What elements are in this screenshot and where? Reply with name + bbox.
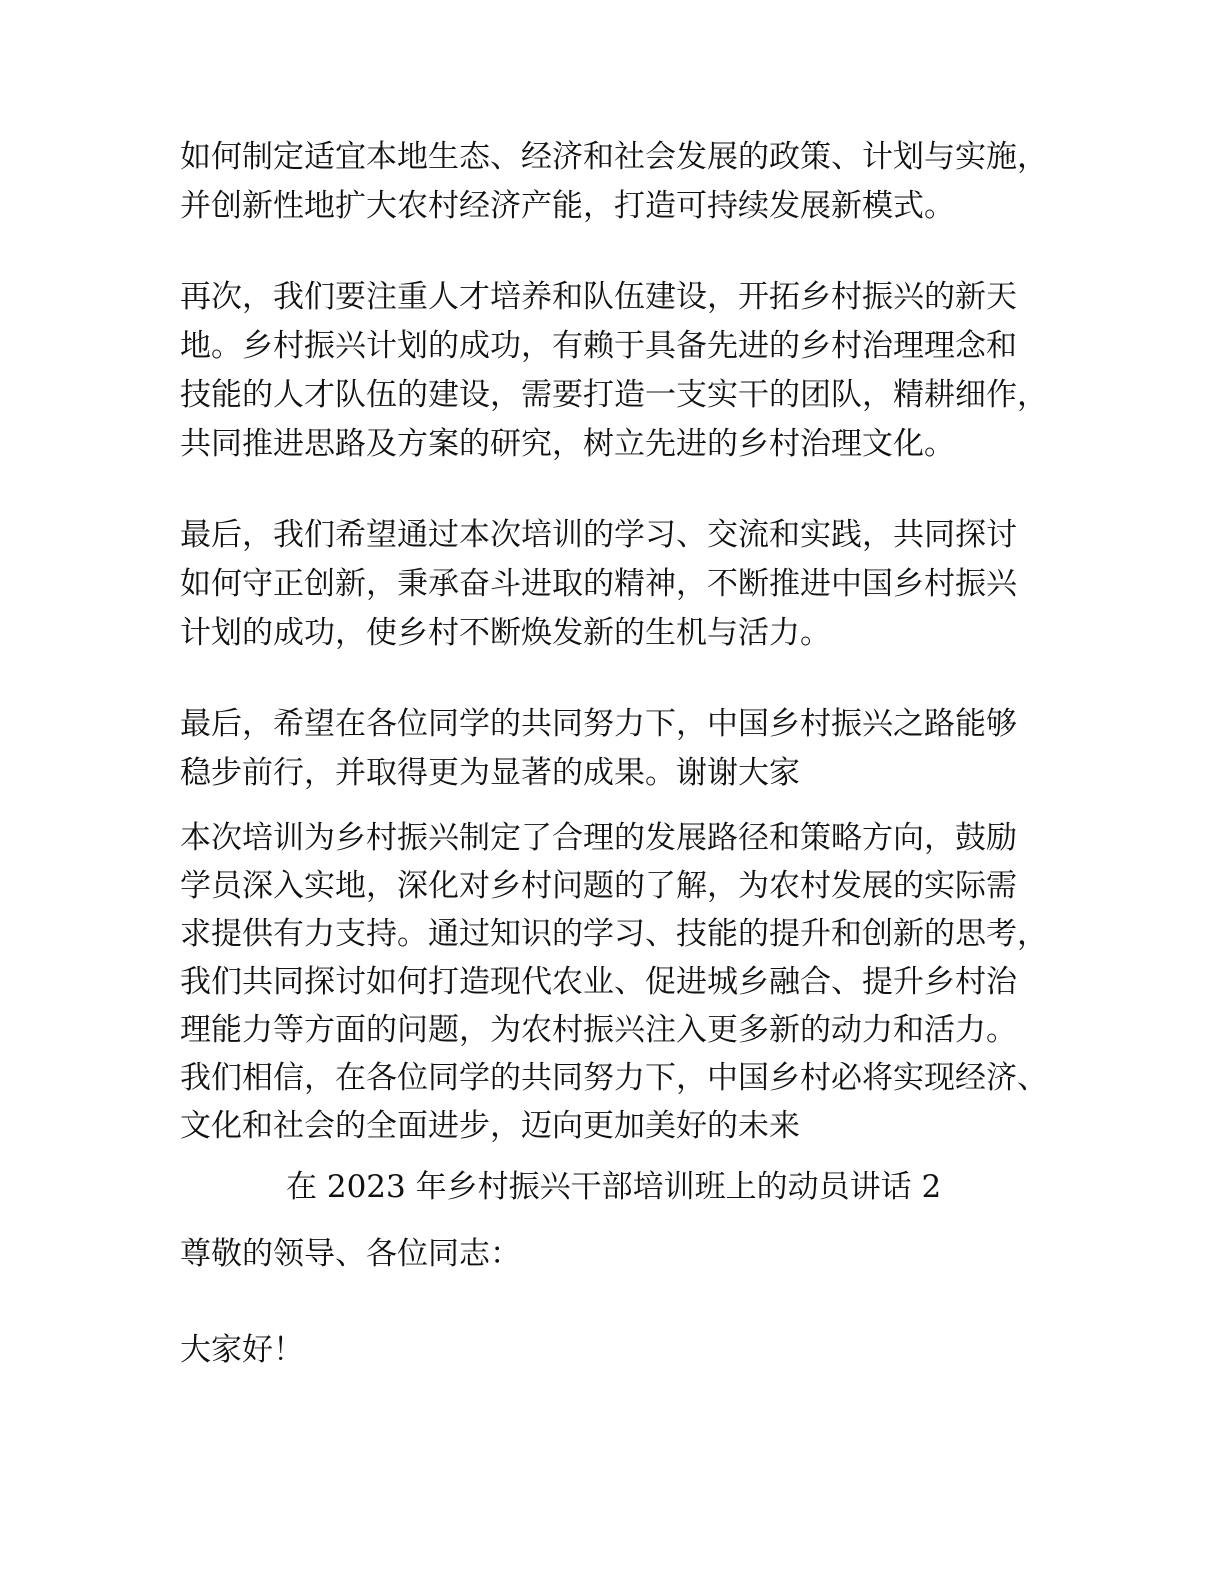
- paragraph-2-line-4: 共同推进思路及方案的研究，树立先进的乡村治理文化。: [180, 426, 955, 462]
- paragraph-5-line-5: 理能力等方面的问题，为农村振兴注入更多新的动力和活力。: [180, 1012, 1017, 1048]
- section-title: 在 2023 年乡村振兴干部培训班上的动员讲话 2: [286, 1169, 942, 1205]
- paragraph-1-line-2: 并创新性地扩大农村经济产能，打造可持续发展新模式。: [180, 188, 955, 224]
- paragraph-3-line-2: 如何守正创新，秉承奋斗进取的精神，不断推进中国乡村振兴: [180, 566, 1017, 602]
- paragraph-5-line-4: 我们共同探讨如何打造现代农业、促进城乡融合、提升乡村治: [180, 964, 1017, 1000]
- paragraph-5-line-6: 我们相信，在各位同学的共同努力下，中国乡村必将实现经济、: [180, 1060, 1048, 1096]
- paragraph-2-line-2: 地。乡村振兴计划的成功，有赖于具备先进的乡村治理理念和: [180, 328, 1017, 364]
- paragraph-2-line-3: 技能的人才队伍的建设，需要打造一支实干的团队，精耕细作，: [180, 377, 1048, 413]
- paragraph-1-line-1: 如何制定适宜本地生态、经济和社会发展的政策、计划与实施，: [180, 139, 1048, 175]
- paragraph-4-line-2: 稳步前行，并取得更为显著的成果。谢谢大家: [180, 755, 800, 791]
- paragraph-2-line-1: 再次，我们要注重人才培养和队伍建设，开拓乡村振兴的新天: [180, 279, 1017, 315]
- paragraph-4-line-1: 最后，希望在各位同学的共同努力下，中国乡村振兴之路能够: [180, 706, 1017, 742]
- greeting: 大家好！: [180, 1332, 304, 1368]
- paragraph-3-line-1: 最后，我们希望通过本次培训的学习、交流和实践，共同探讨: [180, 517, 1017, 553]
- salutation: 尊敬的领导、各位同志：: [180, 1236, 521, 1272]
- paragraph-3-line-3: 计划的成功，使乡村不断焕发新的生机与活力。: [180, 615, 831, 651]
- paragraph-5-line-2: 学员深入实地，深化对乡村问题的了解，为农村发展的实际需: [180, 868, 1017, 904]
- paragraph-5-line-3: 求提供有力支持。通过知识的学习、技能的提升和创新的思考，: [180, 916, 1048, 952]
- paragraph-5-line-1: 本次培训为乡村振兴制定了合理的发展路径和策略方向，鼓励: [180, 820, 1017, 856]
- paragraph-5-line-7: 文化和社会的全面进步，迈向更加美好的未来: [180, 1108, 800, 1144]
